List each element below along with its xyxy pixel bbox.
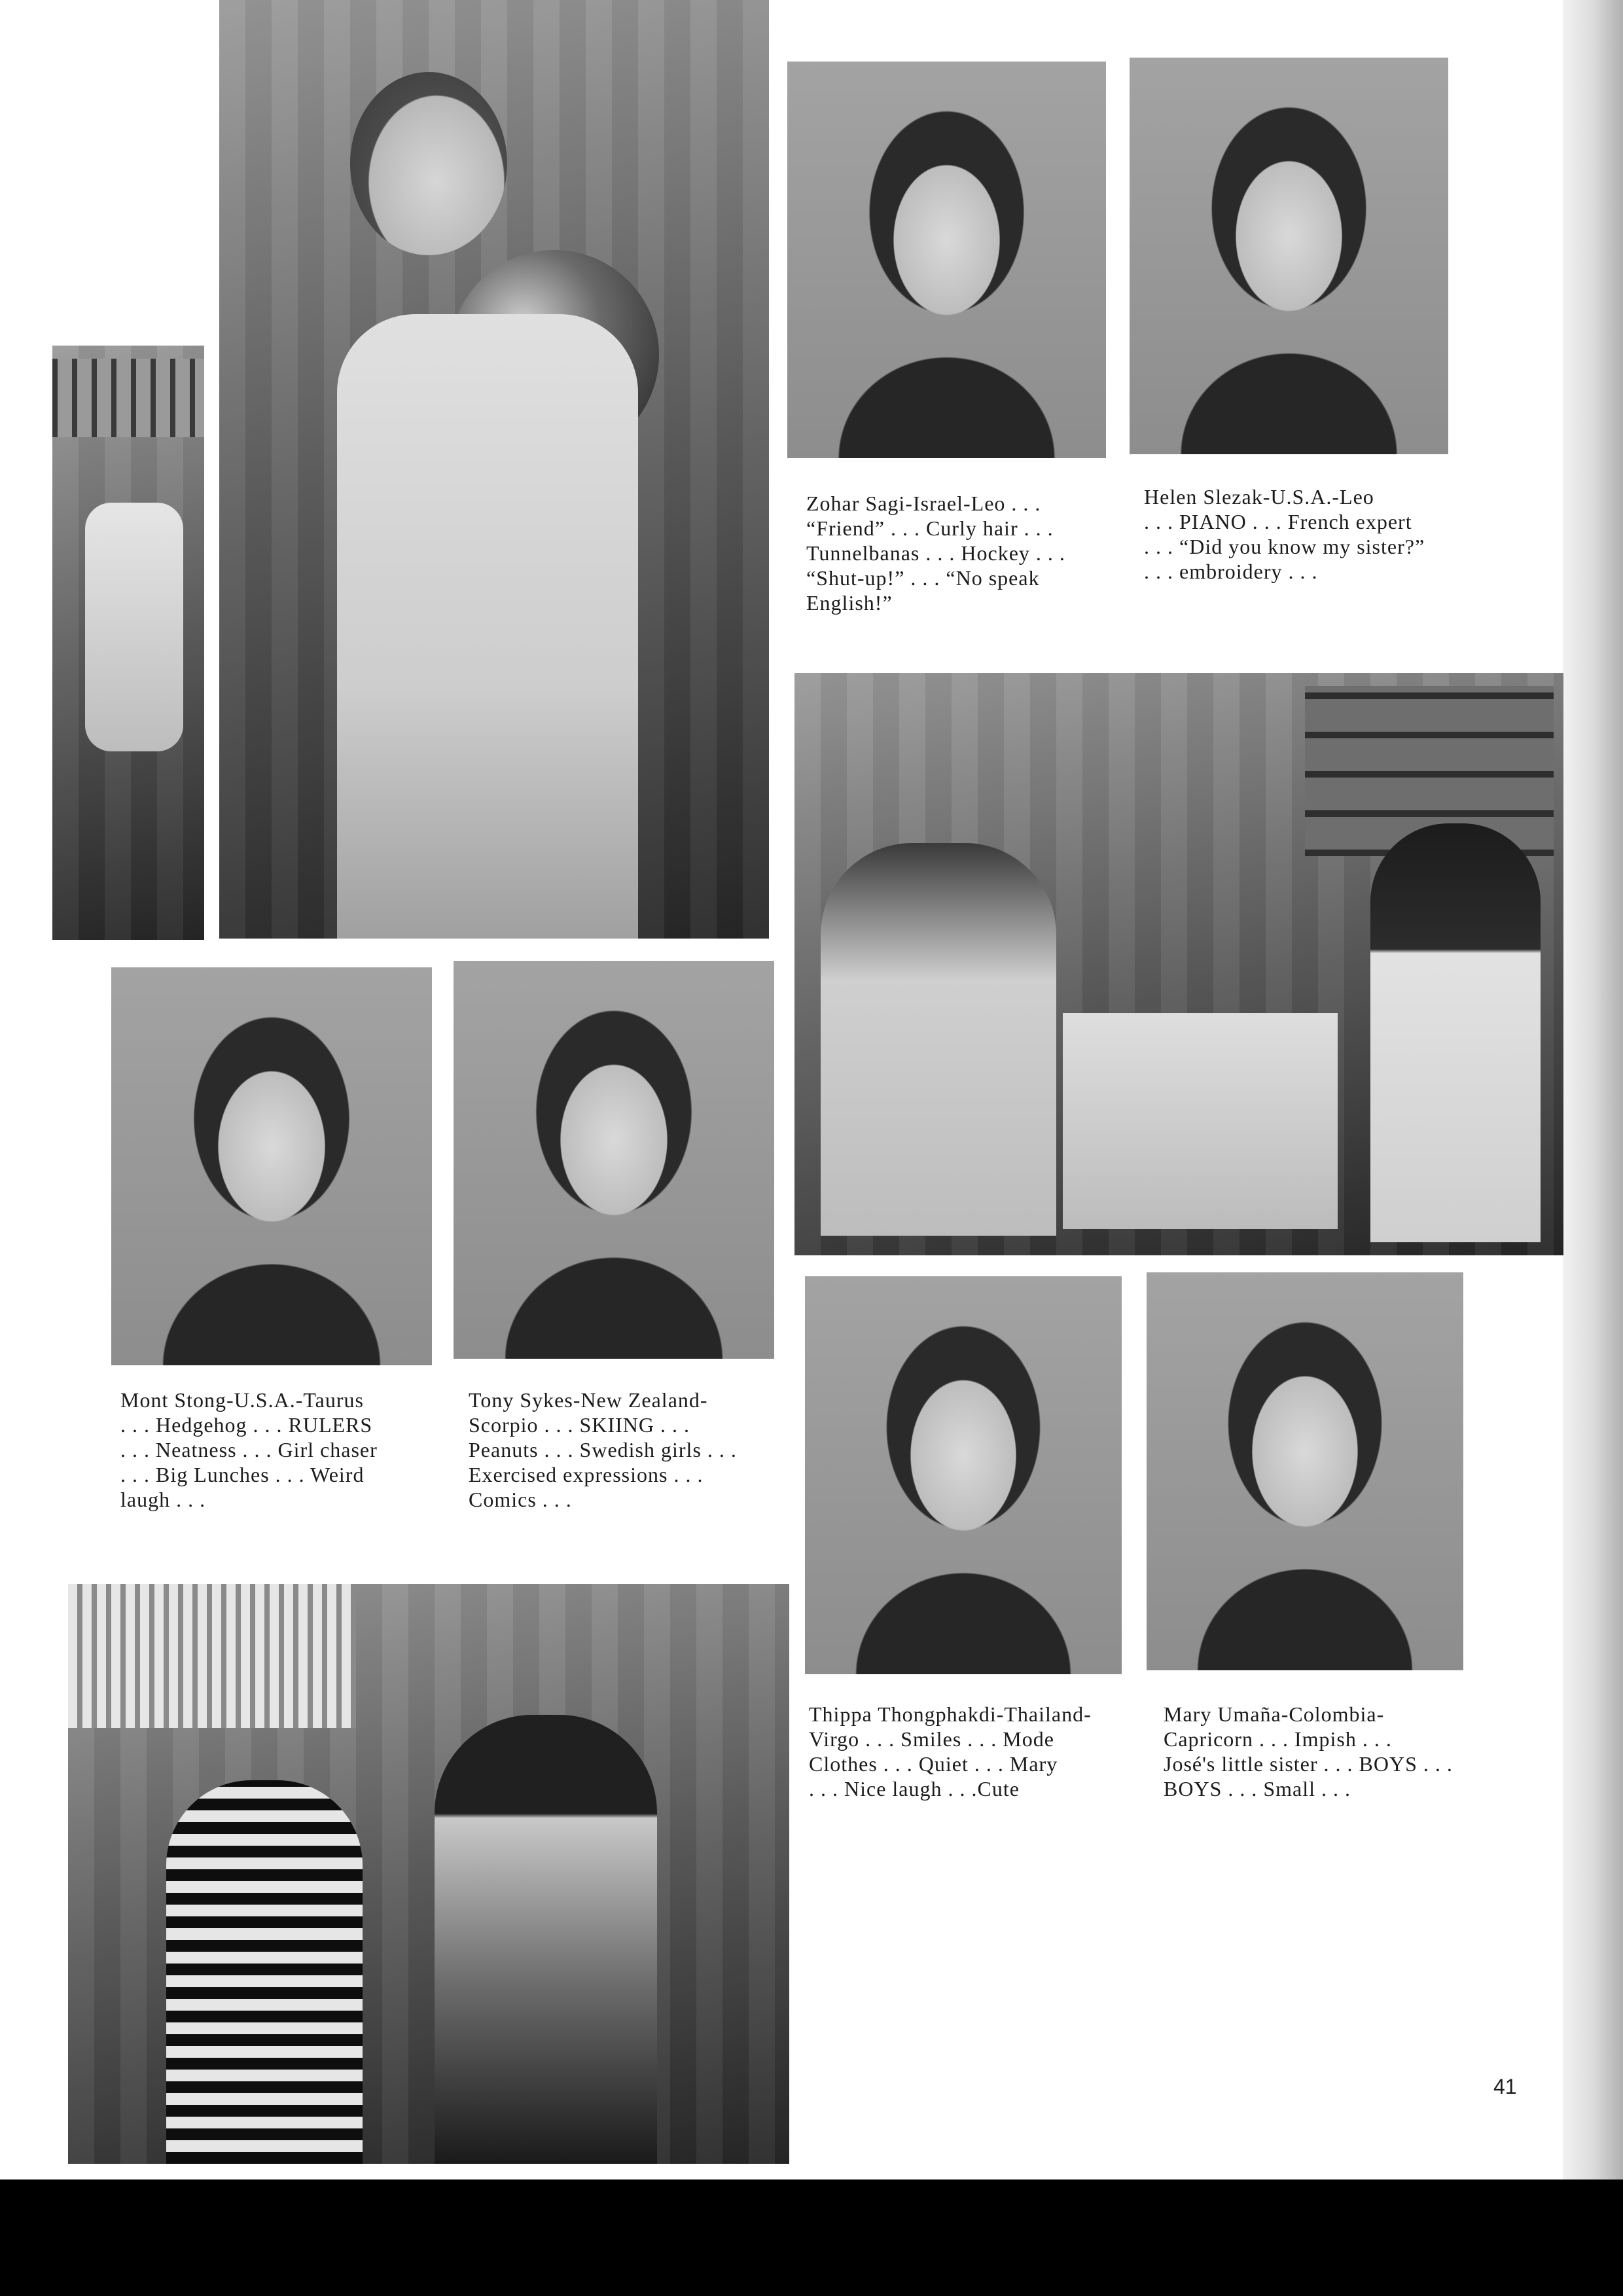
caption-helen: Helen Slezak-U.S.A.-Leo . . . PIANO . . . French expert . . . “Did you know my sister?” . . . embroidery . . . [1144,485,1425,583]
runner-figures-shape [85,503,183,751]
photo-boy-bowling-ball [219,0,769,939]
radiator-shape [68,1584,356,1728]
portrait-mont [111,967,432,1365]
caption-thippa: Thippa Thongphakdi-Thailand- Virgo . . . Smiles . . . Mode Clothes . . . Quiet . . . Mary . . . Nice laugh . . .Cute [809,1702,1092,1801]
page-number: 41 [1493,2075,1517,2098]
caption-mary: Mary Umaña-Colombia- Capricorn . . . Impish . . . José's little sister . . . BOYS . . . BOYS . . . Small . . . [1164,1702,1453,1801]
glasses-child-shape [435,1715,657,2164]
caption-tony: Tony Sykes-New Zealand- Scorpio . . . SKIING . . . Peanuts . . . Swedish girls . . . Exercised expressions . . . Comics . . . [469,1388,737,1511]
portrait-tony [454,961,774,1359]
portrait-helen [1130,58,1448,454]
boy-figure-shape [337,314,638,939]
scan-bottom-border [0,2179,1623,2296]
caption-zohar: Zohar Sagi-Israel-Leo . . . “Friend” . . . Curly hair . . . Tunnelbanas . . . Hockey . . . “Shut-up!” . . . “No speak English!” [806,492,1065,615]
children-figures-shape [821,843,1056,1236]
gym-window-shape [52,359,204,437]
portrait-thippa [805,1276,1122,1674]
photo-seated-kids [68,1584,789,2164]
boy-right-figure-shape [1370,823,1541,1242]
portrait-zohar [787,62,1106,458]
photo-gym-runners [52,346,204,940]
caption-mont: Mont Stong-U.S.A.-Taurus . . . Hedgehog . . . RULERS . . . Neatness . . . Girl chaser . . . Big Lunches . . . Weird laugh . . . [120,1388,378,1511]
cardboard-box-shape [1063,1013,1338,1229]
striped-shirt-child-shape [166,1780,363,2164]
boy-head-shape [350,72,507,255]
page-edge-shadow [1563,0,1623,2296]
photo-kids-with-plants [794,673,1563,1255]
portrait-mary [1147,1272,1463,1670]
